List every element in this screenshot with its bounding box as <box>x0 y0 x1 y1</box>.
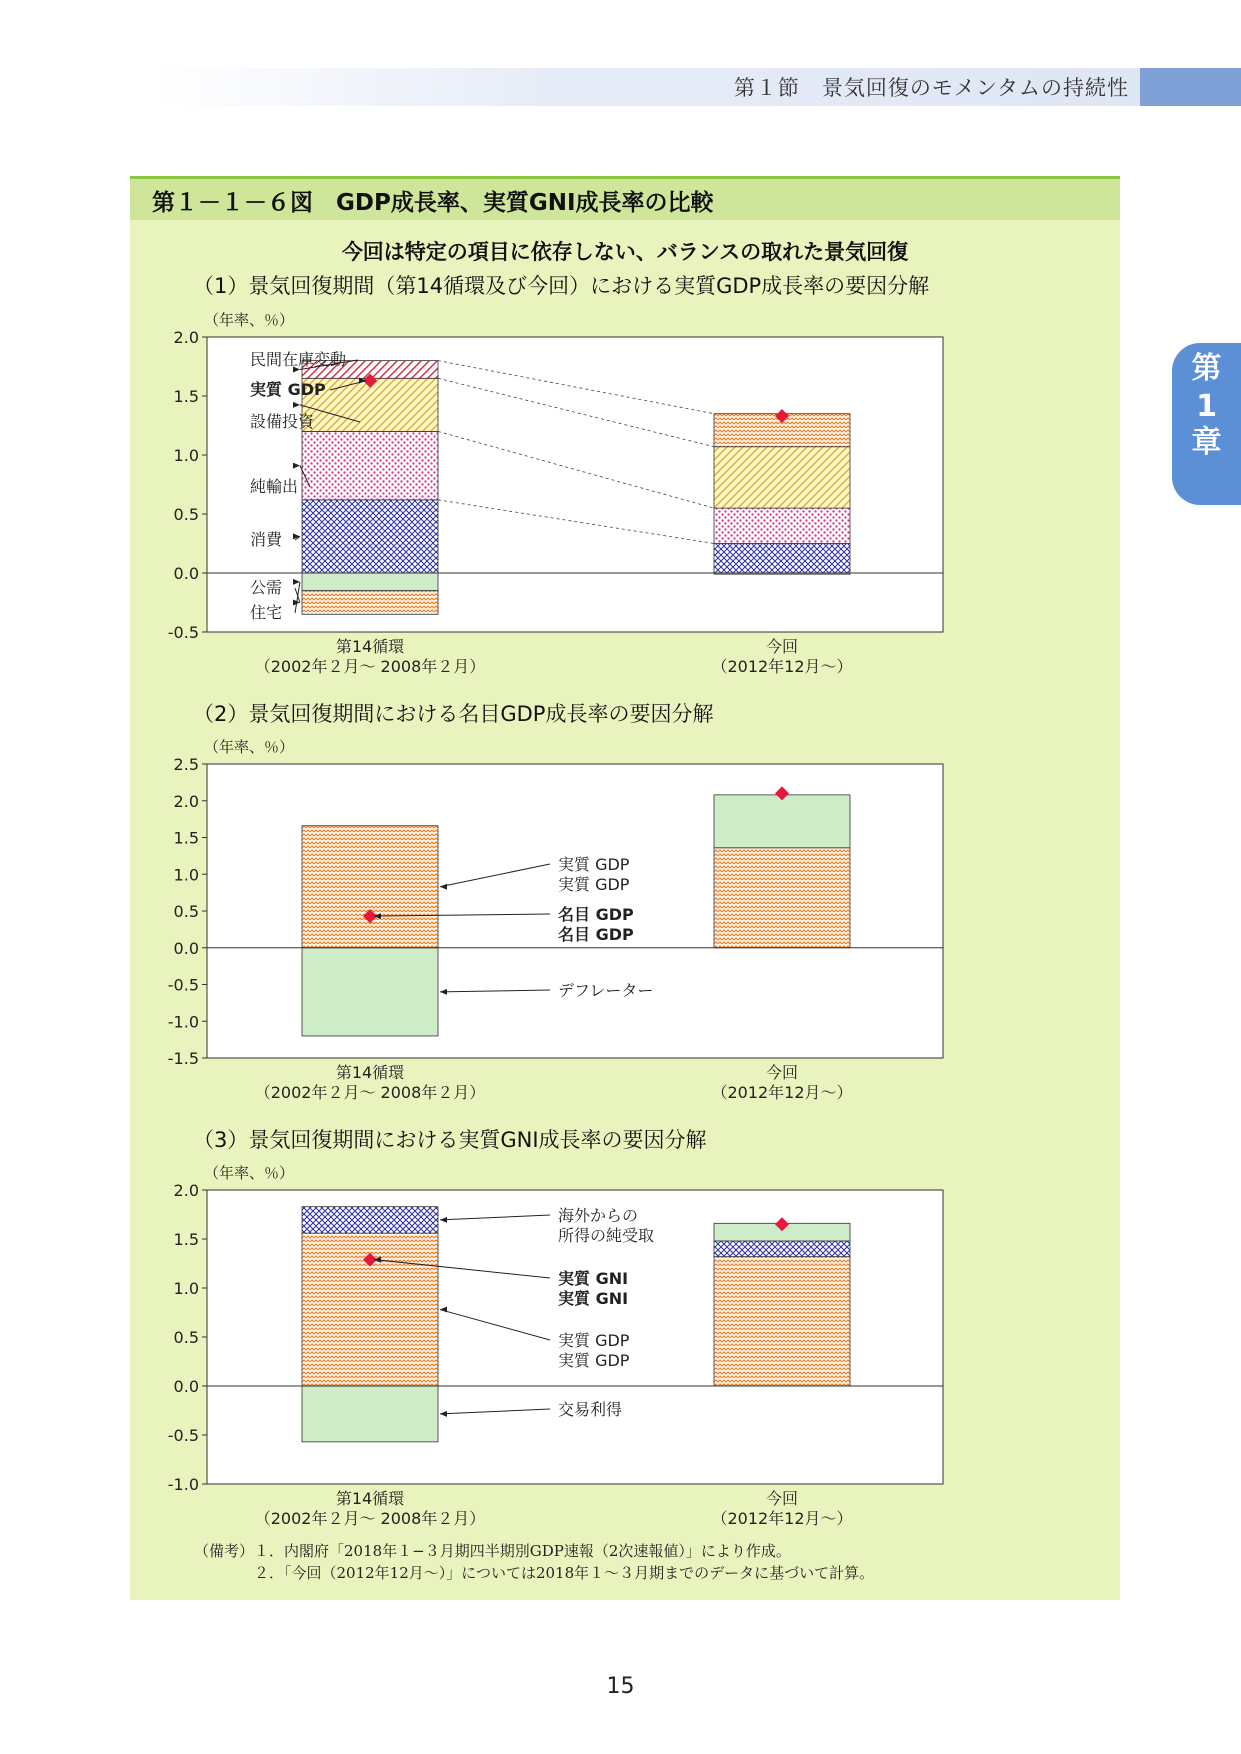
x-category-period: （2002年２月〜 2008年２月） <box>254 657 486 676</box>
y-tick-label: -1.0 <box>167 1475 199 1494</box>
bar-segment <box>302 431 438 499</box>
chapter-tab-char: 章 <box>1191 425 1222 460</box>
bar-segment <box>714 1241 850 1257</box>
y-unit-label: （年率、％） <box>204 738 295 756</box>
y-tick-label: -1.0 <box>167 1012 199 1032</box>
notes <box>194 1540 874 1584</box>
y-tick-label: -1.5 <box>167 1049 199 1068</box>
figure-headline: 今回は特定の項目に依存しない、バランスの取れた景気回復 <box>341 240 909 264</box>
legend-label: 実質 GNI <box>558 1289 629 1308</box>
x-category-label: 第14循環 <box>335 1063 405 1082</box>
y-tick-label: 2.5 <box>173 755 199 774</box>
page-number: 15 <box>606 1674 635 1699</box>
legend-label: 公需 <box>250 578 283 597</box>
y-tick-label: 0.0 <box>173 1377 199 1396</box>
chart3-title: （3）景気回復期間における実質GNI成長率の要因分解 <box>193 1128 707 1152</box>
legend-label: 消費 <box>250 530 283 549</box>
bar-segment <box>302 826 438 948</box>
legend-label: 純輸出 <box>250 477 299 496</box>
x-category-label: 第14循環 <box>335 637 405 656</box>
legend-label: 実質 GDP <box>558 855 630 874</box>
bar-segment <box>302 591 438 615</box>
y-tick-label: -0.5 <box>167 1426 199 1445</box>
bar-segment <box>714 795 850 848</box>
legend-label: 民間在庫変動 <box>250 350 347 369</box>
y-tick-label: 0.5 <box>173 902 199 921</box>
bar-segment <box>714 848 850 948</box>
y-tick-label: 1.0 <box>173 865 199 885</box>
bar-segment <box>714 447 850 508</box>
y-tick-label: 0.0 <box>173 938 199 958</box>
chart-real-gni-decomposition <box>130 1154 1120 1534</box>
x-category-label: 第14循環 <box>335 1489 405 1508</box>
legend-label: 海外からの <box>558 1206 639 1225</box>
bar-segment <box>714 508 850 543</box>
chapter-tab-char: 1 <box>1196 389 1217 424</box>
x-category-label: 今回 <box>765 1063 799 1082</box>
y-tick-label: 0.5 <box>173 1328 199 1347</box>
legend-label: 名目 GDP <box>558 925 634 944</box>
legend-label: 実質 GDP <box>558 1331 630 1350</box>
chapter-tab[interactable] <box>1172 343 1241 505</box>
bar-segment <box>714 544 850 574</box>
bar-segment <box>302 948 438 1036</box>
x-category-label: 今回 <box>765 1489 799 1508</box>
y-tick-label: 0.0 <box>173 564 199 583</box>
legend-label: 実質 GDP <box>558 1351 630 1370</box>
legend-label: 名目 GDP <box>558 905 634 924</box>
y-tick-label: -0.5 <box>167 975 199 995</box>
bar-segment <box>714 1257 850 1386</box>
legend-label: デフレーター <box>558 981 654 1000</box>
y-tick-label: 0.5 <box>173 505 199 524</box>
x-category-period: （2012年12月〜） <box>711 1083 853 1102</box>
legend-label: 住宅 <box>250 603 283 622</box>
y-tick-label: 2.0 <box>173 791 199 811</box>
y-tick-label: 1.5 <box>173 1230 199 1249</box>
x-category-period: （2002年２月〜 2008年２月） <box>254 1083 486 1102</box>
y-tick-label: 1.0 <box>173 446 199 465</box>
chapter-tab-char: 第 <box>1191 351 1222 386</box>
chart-real-gdp-decomposition <box>130 300 1120 680</box>
x-category-period: （2012年12月〜） <box>711 657 853 676</box>
note-line: ２．「今回（2012年12月〜）」については2018年１〜３月期までのデータに基づいて計算。 <box>194 1564 875 1582</box>
x-category-label: 今回 <box>765 637 799 656</box>
y-tick-label: 2.0 <box>173 328 199 347</box>
bar-segment <box>302 1386 438 1442</box>
legend-label: 実質 GNI <box>558 1269 629 1288</box>
legend-label: 実質 GDP <box>558 875 630 894</box>
legend-label: 設備投資 <box>250 412 315 431</box>
bar-segment <box>302 500 438 573</box>
chart-nominal-gdp-decomposition <box>130 728 1120 1102</box>
y-unit-label: （年率、％） <box>204 1164 295 1182</box>
y-tick-label: 1.5 <box>173 387 199 406</box>
x-category-period: （2002年２月〜 2008年２月） <box>254 1509 486 1528</box>
header-accent <box>1140 68 1241 106</box>
y-tick-label: 1.0 <box>173 1279 199 1298</box>
legend-label: 実質 GDP <box>250 380 326 399</box>
y-unit-label: （年率、％） <box>204 311 295 329</box>
section-header: 第１節 景気回復のモメンタムの持続性 <box>733 76 1129 100</box>
figure-title: 第１－１－６図 GDP成長率、実質GNI成長率の比較 <box>152 190 714 216</box>
legend-label: 交易利得 <box>558 1400 623 1419</box>
chart2-title: （2）景気回復期間における名目GDP成長率の要因分解 <box>193 702 714 726</box>
bar-segment <box>302 573 438 591</box>
note-line: （備考）１．内閣府「2018年１−３月期四半期別GDP速報（2次速報値）」により作成。 <box>194 1542 791 1560</box>
chart1-title: （1）景気回復期間（第14循環及び今回）における実質GDP成長率の要因分解 <box>193 274 930 298</box>
y-tick-label: -0.5 <box>167 623 199 642</box>
y-tick-label: 2.0 <box>173 1181 199 1200</box>
legend-label: 所得の純受取 <box>558 1226 655 1245</box>
x-category-period: （2012年12月〜） <box>711 1509 853 1528</box>
bar-segment <box>302 1207 438 1233</box>
y-tick-label: 1.5 <box>173 828 199 848</box>
